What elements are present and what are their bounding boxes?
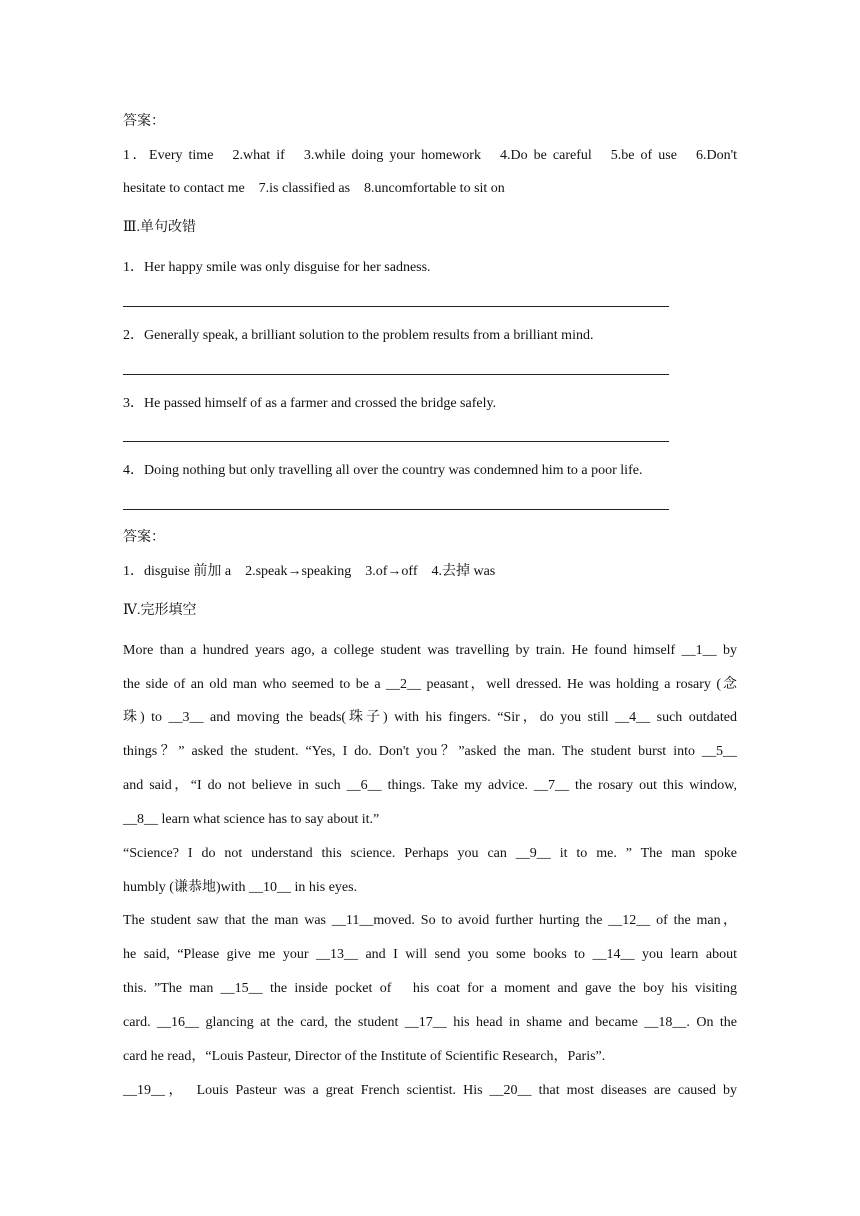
passage-line: __19__， Louis Pasteur was a great French scientist. His __20__ that most diseases are caused by	[123, 1083, 737, 1098]
answer-text-line: 1．disguise 前加 a 2.speak→speaking 3.of→off 4.去掉 was	[123, 564, 496, 579]
exercise-item: 4．Doing nothing but only travelling all over the country was condemned him to a poor life.	[123, 463, 643, 478]
passage-line: “Science? I do not understand this science. Perhaps you can __9__ it to me. ” The man spoke	[123, 846, 737, 861]
passage-line: 珠) to __3__ and moving the beads(珠子) with his fingers. “Sir，do you still __4__ such outdated	[123, 710, 737, 725]
answer-blank-line[interactable]	[123, 306, 669, 307]
answer-blank-line[interactable]	[123, 374, 669, 375]
answer-blank-line[interactable]	[123, 441, 669, 442]
answer-label: 答案：	[123, 114, 165, 129]
section-heading: Ⅲ.单句改错	[123, 220, 197, 235]
passage-line: things？” asked the student. “Yes, I do. Don't you？”asked the man. The student burst into __5__	[123, 744, 737, 759]
answer-label: 答案：	[123, 530, 165, 545]
exercise-item: 3．He passed himself of as a farmer and crossed the bridge safely.	[123, 396, 497, 411]
passage-line: and said，“I do not believe in such __6__ things. Take my advice. __7__ the rosary out this window,	[123, 778, 737, 793]
passage-line: __8__ learn what science has to say about it.”	[123, 812, 380, 827]
exercise-item: 2．Generally speak, a brilliant solution to the problem results from a brilliant mind.	[123, 328, 594, 343]
passage-line: card he read，“Louis Pasteur, Director of the Institute of Scientific Research，Paris”.	[123, 1049, 606, 1064]
passage-line: this. ”The man __15__ the inside pocket of his coat for a moment and gave the boy his visiting	[123, 981, 737, 996]
answer-blank-line[interactable]	[123, 509, 669, 510]
passage-line: he said, “Please give me your __13__ and I will send you some books to __14__ you learn about	[123, 947, 737, 962]
passage-line: humbly (谦恭地)with __10__ in his eyes.	[123, 880, 358, 895]
answer-text-line: 1．Every time 2.what if 3.while doing your homework 4.Do be careful 5.be of use 6.Don't	[123, 148, 737, 163]
passage-line: card. __16__ glancing at the card, the student __17__ his head in shame and became __18__. On the	[123, 1015, 737, 1030]
answer-text-line: hesitate to contact me 7.is classified as 8.uncomfortable to sit on	[123, 181, 505, 196]
section-heading: Ⅳ.完形填空	[123, 603, 197, 618]
passage-line: The student saw that the man was __11__moved. So to avoid further hurting the __12__ of the man，	[123, 913, 737, 928]
passage-line: the side of an old man who seemed to be a __2__ peasant，well dressed. He was holding a rosary (念	[123, 677, 737, 692]
exercise-item: 1．Her happy smile was only disguise for her sadness.	[123, 260, 431, 275]
passage-line: More than a hundred years ago, a college student was travelling by train. He found himself __1__ by	[123, 643, 737, 658]
